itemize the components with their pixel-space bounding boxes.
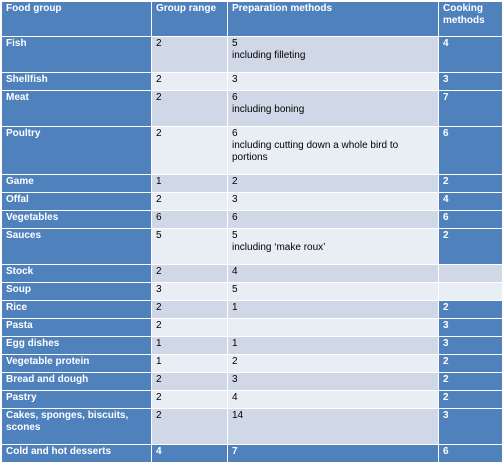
preparation-cell: 2: [228, 175, 439, 193]
cooking-cell: 7: [439, 91, 503, 127]
table-row: [2, 319, 503, 337]
preparation-cell: 3: [228, 193, 439, 211]
food-group-cell: Vegetables: [2, 211, 152, 229]
table-row: [2, 355, 503, 373]
food-group-cell: Fish: [2, 37, 152, 73]
group-range-cell: 2: [152, 127, 228, 175]
preparation-note: including boning: [232, 104, 305, 115]
table-row: [2, 229, 503, 265]
table-row: [2, 283, 503, 301]
food-group-cell: Game: [2, 175, 152, 193]
food-group-cell: Pasta: [2, 319, 152, 337]
group-range-cell: 5: [152, 229, 228, 265]
table-row: [2, 91, 503, 127]
preparation-cell: [228, 319, 439, 337]
group-range-cell: 6: [152, 211, 228, 229]
preparation-cell: [228, 37, 439, 73]
group-range-cell: 2: [152, 409, 228, 445]
preparation-cell: [228, 229, 439, 265]
table-row: [2, 391, 503, 409]
preparation-cell: 1: [228, 337, 439, 355]
preparation-count: 6: [232, 92, 238, 103]
table-row: [2, 301, 503, 319]
preparation-cell: 6: [228, 211, 439, 229]
table-row: [2, 337, 503, 355]
group-range-cell: 2: [152, 73, 228, 91]
group-range-cell: 2: [152, 319, 228, 337]
table-row: [2, 211, 503, 229]
preparation-cell: 5: [228, 283, 439, 301]
food-group-cell: Soup: [2, 283, 152, 301]
group-range-cell: 4: [152, 445, 228, 463]
food-methods-table: [1, 1, 503, 463]
preparation-count: 5: [232, 230, 238, 241]
food-group-cell: Vegetable protein: [2, 355, 152, 373]
preparation-cell: 4: [228, 265, 439, 283]
food-group-cell: Cold and hot desserts: [2, 445, 152, 463]
food-group-cell: Cakes, sponges, biscuits, scones: [2, 409, 152, 445]
header-group-range: Group range: [152, 2, 228, 37]
preparation-cell: 4: [228, 391, 439, 409]
preparation-cell: 14: [228, 409, 439, 445]
food-group-cell: Pastry: [2, 391, 152, 409]
table-row: [2, 373, 503, 391]
cooking-cell: 2: [439, 229, 503, 265]
food-group-cell: Stock: [2, 265, 152, 283]
food-group-cell: Meat: [2, 91, 152, 127]
cooking-cell: 3: [439, 319, 503, 337]
preparation-note: including filleting: [232, 50, 306, 61]
table-row: [2, 127, 503, 175]
food-group-cell: Bread and dough: [2, 373, 152, 391]
group-range-cell: 2: [152, 391, 228, 409]
cooking-cell: 6: [439, 211, 503, 229]
cooking-cell: 2: [439, 391, 503, 409]
cooking-cell: 3: [439, 337, 503, 355]
group-range-cell: 2: [152, 37, 228, 73]
preparation-cell: 2: [228, 355, 439, 373]
table-row: [2, 175, 503, 193]
group-range-cell: 2: [152, 91, 228, 127]
cooking-cell: 2: [439, 355, 503, 373]
cooking-cell: [439, 283, 503, 301]
cooking-cell: [439, 265, 503, 283]
cooking-cell: 2: [439, 301, 503, 319]
food-group-cell: Rice: [2, 301, 152, 319]
food-group-cell: Poultry: [2, 127, 152, 175]
table-row: [2, 409, 503, 445]
cooking-cell: 3: [439, 73, 503, 91]
group-range-cell: 1: [152, 355, 228, 373]
group-range-cell: 2: [152, 301, 228, 319]
preparation-cell: 1: [228, 301, 439, 319]
food-group-cell: Egg dishes: [2, 337, 152, 355]
preparation-count: 6: [232, 128, 238, 139]
header-preparation-methods: Preparation methods: [228, 2, 439, 37]
preparation-cell: [228, 127, 439, 175]
table-row: [2, 73, 503, 91]
table-row: [2, 37, 503, 73]
cooking-cell: 4: [439, 37, 503, 73]
cooking-cell: 3: [439, 409, 503, 445]
preparation-cell: 3: [228, 73, 439, 91]
header-cooking-methods: Cooking methods: [439, 2, 503, 37]
preparation-note: including ‘make roux’: [232, 242, 326, 253]
group-range-cell: 2: [152, 265, 228, 283]
cooking-cell: 6: [439, 127, 503, 175]
table-header-row: [2, 2, 503, 37]
food-group-cell: Sauces: [2, 229, 152, 265]
cooking-cell: 4: [439, 193, 503, 211]
table-row: [2, 445, 503, 463]
preparation-cell: 3: [228, 373, 439, 391]
preparation-count: 5: [232, 38, 238, 49]
preparation-note: including cutting down a whole bird to portions: [232, 140, 399, 163]
group-range-cell: 1: [152, 175, 228, 193]
table-row: [2, 265, 503, 283]
cooking-cell: 6: [439, 445, 503, 463]
group-range-cell: 1: [152, 337, 228, 355]
cooking-cell: 2: [439, 373, 503, 391]
header-food-group: Food group: [2, 2, 152, 37]
food-group-cell: Offal: [2, 193, 152, 211]
food-group-cell: Shellfish: [2, 73, 152, 91]
table-row: [2, 193, 503, 211]
group-range-cell: 2: [152, 193, 228, 211]
cooking-cell: 2: [439, 175, 503, 193]
preparation-cell: 7: [228, 445, 439, 463]
preparation-cell: [228, 91, 439, 127]
group-range-cell: 2: [152, 373, 228, 391]
group-range-cell: 3: [152, 283, 228, 301]
